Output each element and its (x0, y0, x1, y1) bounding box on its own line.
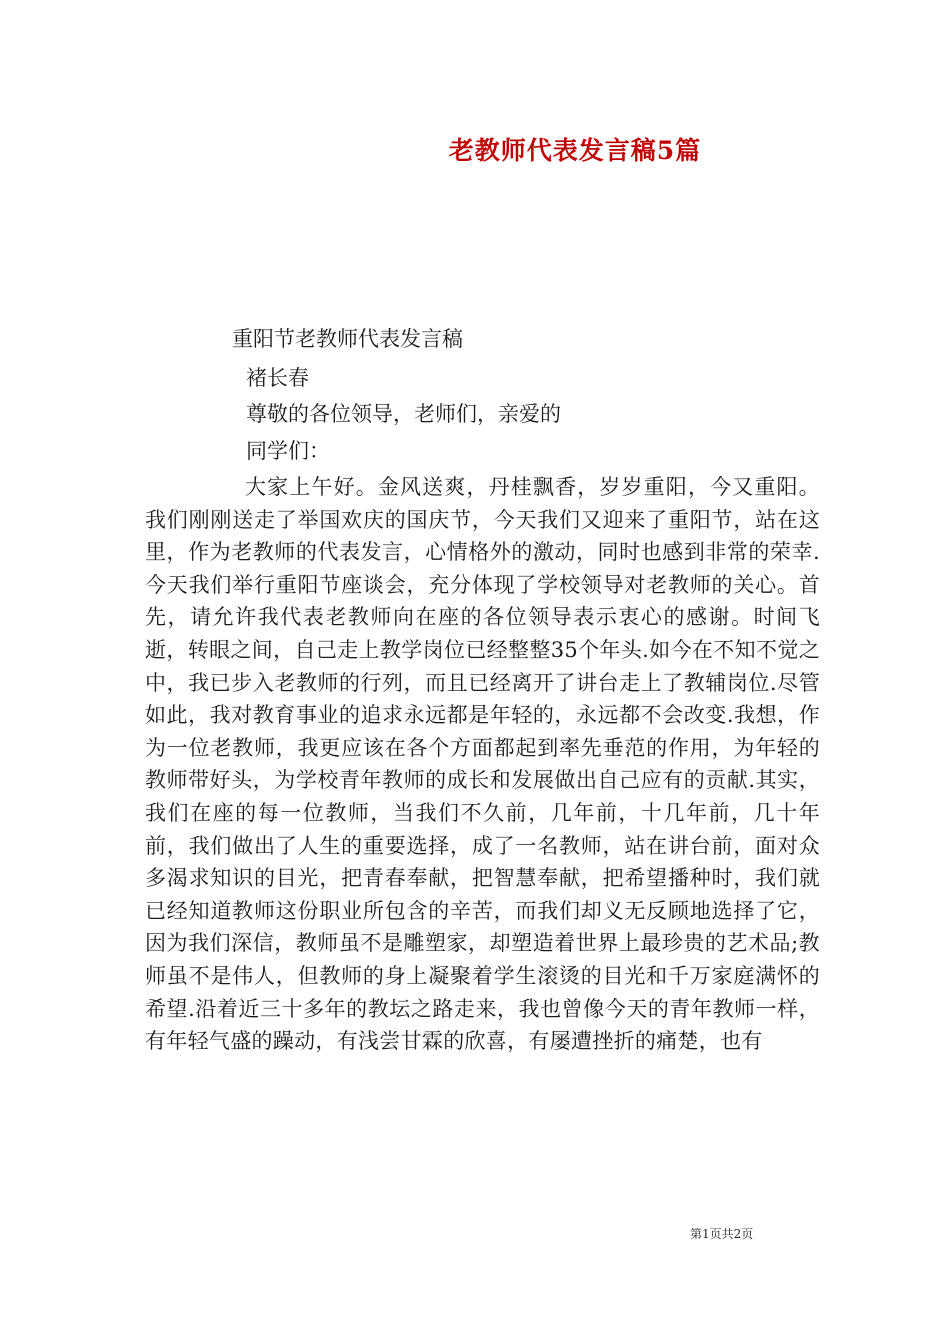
page-footer: 第1页共2页 (690, 1227, 754, 1241)
speech-body-paragraph: 大家上午好。金风送爽，丹桂飘香，岁岁重阳，今又重阳。我们刚刚送走了举国欢庆的国庆节，今天我们又迎来了重阳节，站在这里，作为老教师的代表发言，心情格外的激动，同时也感到非常的荣幸.今天我们举行重阳节座谈会，充分体现了学校领导对老教师的关心。首先，请允许我代表老教师向在座的各位领导表示衷心的感谢。时间飞逝，转眼之间，自己走上教学岗位已经整整35个年头.如今在不知不觉之中，我已步入老教师的行列，而且已经离开了讲台走上了教辅岗位.尽管如此，我对教育事业的追求永远都是年轻的，永远都不会改变.我想，作为一位老教师，我更应该在各个方面都起到率先垂范的作用，为年轻的教师带好头，为学校青年教师的成长和发展做出自己应有的贡献.其实，我们在座的每一位教师，当我们不久前，几年前，十几年前，几十年前，我们做出了人生的重要选择，成了一名教师，站在讲台前，面对众多渴求知识的目光，把青春奉献，把智慧奉献，把希望播种时，我们就已经知道教师这份职业所包含的辛苦，而我们却义无反顾地选择了它，因为我们深信，教师虽不是雕塑家，却塑造着世界上最珍贵的艺术品;教师虽不是伟人，但教师的身上凝聚着学生滚烫的目光和千万家庭满怀的希望.沿着近三十多年的教坛之路走来，我也曾像今天的青年教师一样，有年轻气盛的躁动，有浅尝甘霖的欣喜，有屡遭挫折的痛楚，也有 (145, 475, 820, 1054)
salutation-line-2: 同学们： (246, 439, 330, 463)
salutation-line-1: 尊敬的各位领导，老师们，亲爱的 (246, 402, 561, 426)
author-name: 褚长春 (246, 366, 309, 390)
speech-subtitle: 重阳节老教师代表发言稿 (232, 327, 463, 351)
document-title: 老教师代表发言稿5篇 (448, 136, 702, 165)
